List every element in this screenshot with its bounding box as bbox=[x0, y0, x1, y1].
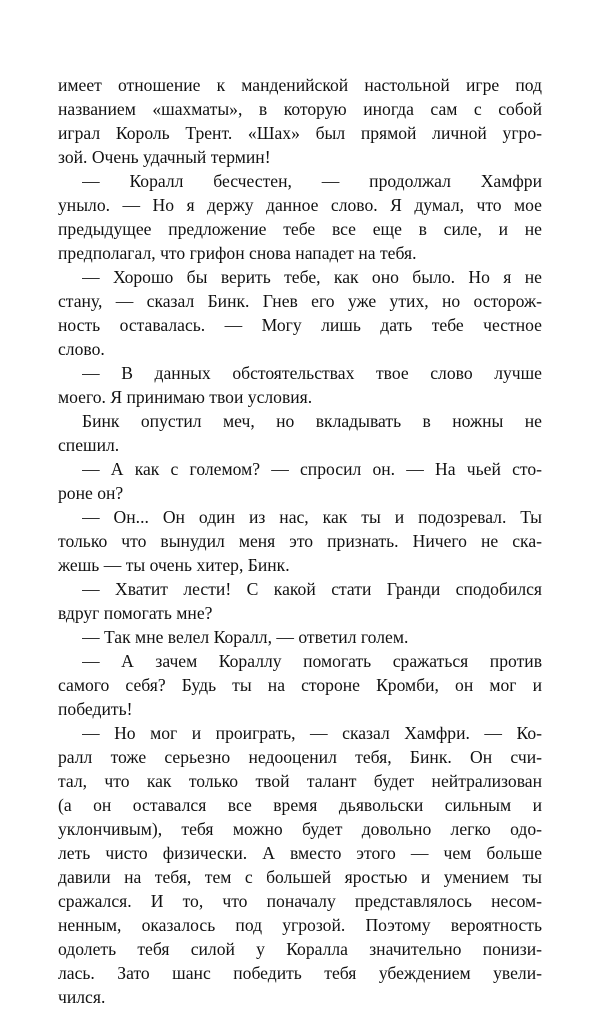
text-line: уныло. — Но я держу данное слово. Я думал, что мое bbox=[58, 195, 542, 215]
text-line: играл Король Трент. «Шах» был прямой личной угро- bbox=[58, 123, 542, 143]
text-line: предыдущее предложение тебе все еще в силе, и не bbox=[58, 219, 542, 239]
text-line: — Он... Он один из нас, как ты и подозревал. Ты bbox=[82, 507, 542, 527]
text-line: только что вынудил меня это признать. Ничего не ска- bbox=[58, 531, 542, 551]
text-line: спешил. bbox=[58, 435, 120, 455]
text-line: самого себя? Будь ты на стороне Кромби, он мог и bbox=[58, 675, 542, 695]
text-line: стану, — сказал Бинк. Гнев его уже утих, но осторож- bbox=[58, 291, 542, 311]
text-line: предполагал, что грифон снова нападет на тебя. bbox=[58, 243, 417, 263]
text-line: — Хватит лести! С какой стати Гранди сподобился bbox=[82, 579, 542, 599]
text-line: — А зачем Кораллу помогать сражаться против bbox=[82, 651, 542, 671]
text-line: сражался. И то, что поначалу представлялось несом- bbox=[58, 891, 542, 911]
text-line: жешь — ты очень хитер, Бинк. bbox=[58, 555, 290, 575]
text-line: ность оставалась. — Могу лишь дать тебе честное bbox=[58, 315, 542, 335]
text-line: — А как с големом? — спросил он. — На чьей сто- bbox=[82, 459, 542, 479]
text-line: ненным, оказалось под угрозой. Поэтому вероятность bbox=[58, 915, 542, 935]
text-line: — Хорошо бы верить тебе, как оно было. Но я не bbox=[82, 267, 542, 287]
text-line: названием «шахматы», в которую иногда сам с собой bbox=[58, 99, 542, 119]
text-line: уклончивым), тебя можно будет довольно легко одо- bbox=[58, 819, 542, 839]
text-line: — Но мог и проиграть, — сказал Хамфри. — Ко- bbox=[82, 723, 542, 743]
text-line: роне он? bbox=[58, 483, 124, 503]
text-line: имеет отношение к манденийской настольной игре под bbox=[58, 75, 542, 95]
text-line: лась. Зато шанс победить тебя убеждением увели- bbox=[58, 963, 542, 983]
text-line: тал, что как только твой талант будет нейтрализован bbox=[58, 771, 542, 791]
text-line: — Так мне велел Коралл, — ответил голем. bbox=[82, 627, 409, 647]
text-line: вдруг помогать мне? bbox=[58, 603, 213, 623]
text-line: слово. bbox=[58, 339, 105, 359]
text-line: — В данных обстоятельствах твое слово лучше bbox=[82, 363, 542, 383]
text-line: леть чисто физически. А вместо этого — чем больше bbox=[58, 843, 542, 863]
text-line: моего. Я принимаю твои условия. bbox=[58, 387, 313, 407]
text-line: победить! bbox=[58, 699, 133, 719]
text-line: чился. bbox=[58, 987, 106, 1007]
text-line: давили на тебя, тем с большей яростью и умением ты bbox=[58, 867, 542, 887]
text-line: Бинк опустил меч, но вкладывать в ножны не bbox=[82, 411, 542, 431]
text-line: ралл тоже серьезно недооценил тебя, Бинк. Он счи- bbox=[58, 747, 542, 767]
text-line: зой. Очень удачный термин! bbox=[58, 147, 271, 167]
text-line: — Коралл бесчестен, — продолжал Хамфри bbox=[82, 171, 542, 191]
text-line: одолеть тебя силой у Коралла значительно понизи- bbox=[58, 939, 542, 959]
text-line: (а он оставался все время дьявольски сильным и bbox=[58, 795, 542, 815]
